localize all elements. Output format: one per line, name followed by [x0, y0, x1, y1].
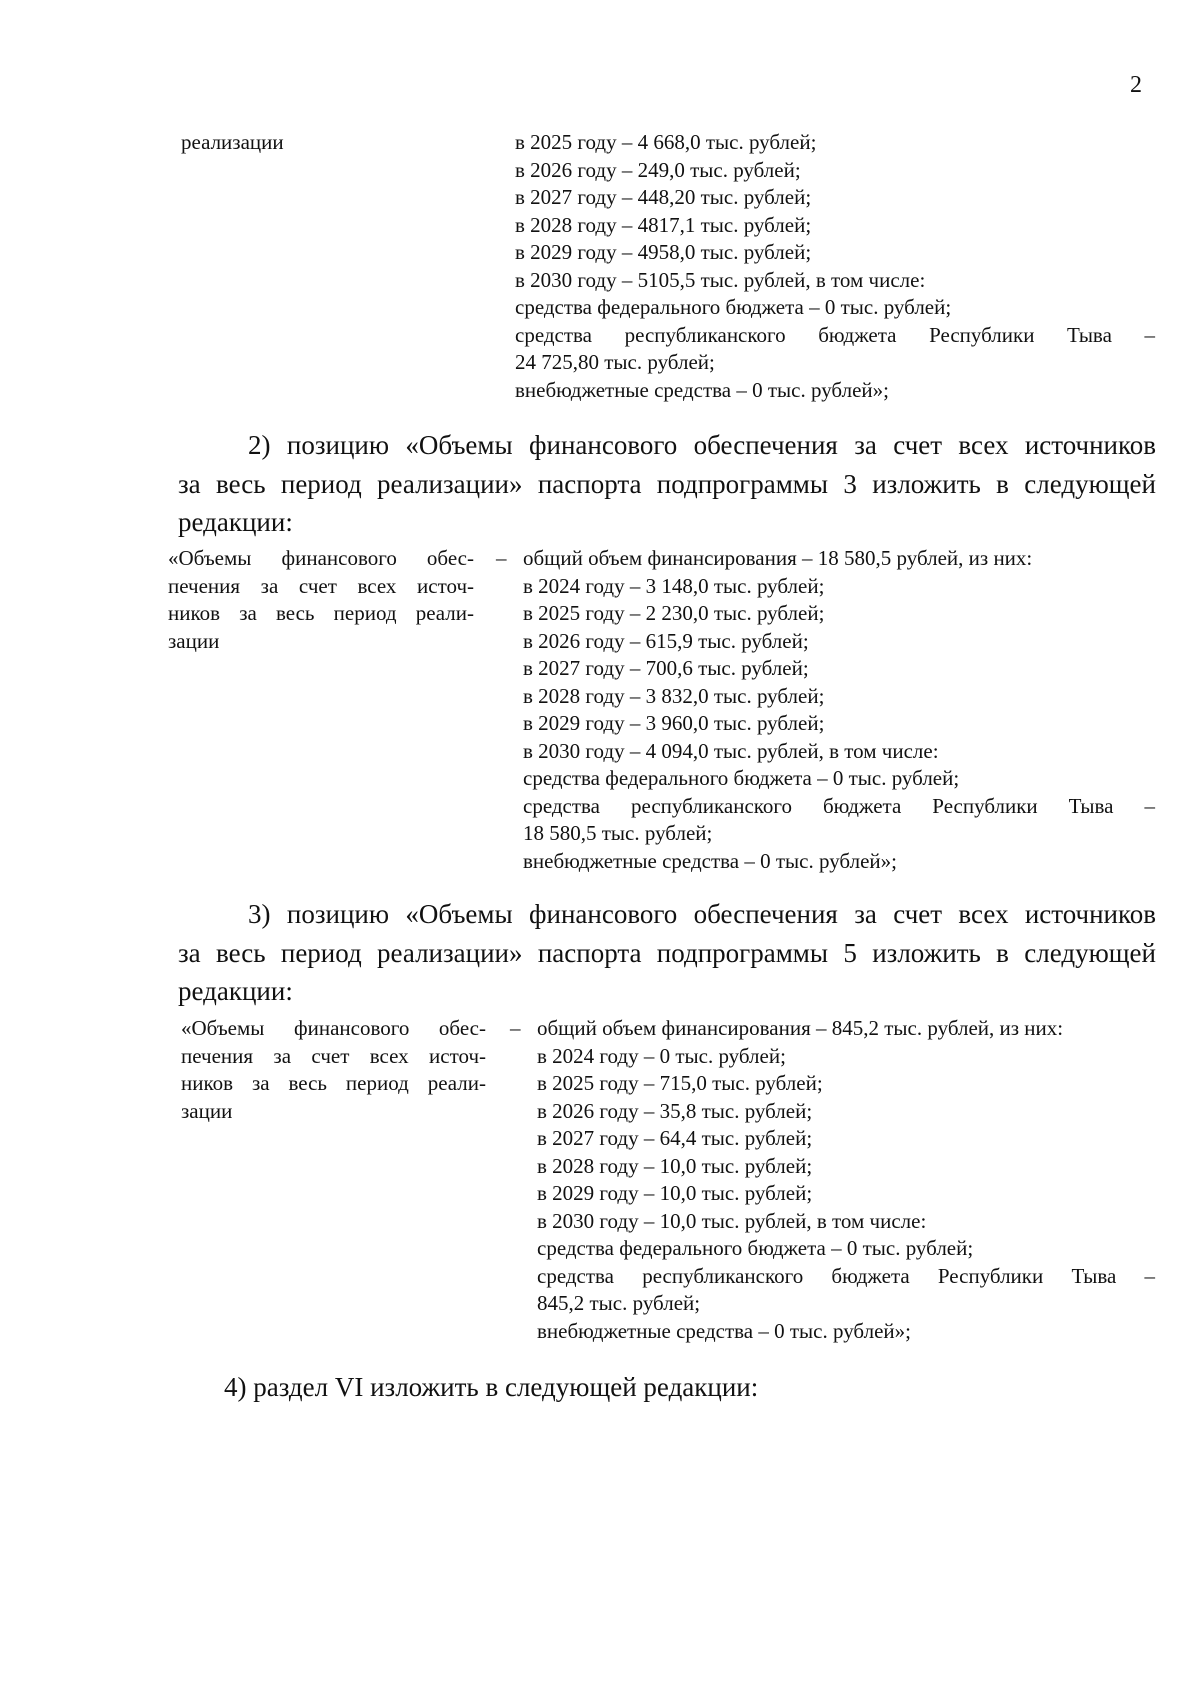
- table5-left-column: [181, 1015, 486, 1125]
- top-table-line: в 2025 году – 4 668,0 тыс. рублей;: [515, 130, 817, 154]
- top-table-right-column: [515, 129, 1155, 404]
- table5-right-line: в 2027 году – 64,4 тыс. рублей;: [537, 1126, 813, 1150]
- table5-right-line: в 2025 году – 715,0 тыс. рублей;: [537, 1071, 823, 1095]
- table5-right-line: в 2029 году – 10,0 тыс. рублей;: [537, 1181, 813, 1205]
- paragraph-3: [178, 895, 1156, 1011]
- paragraph-2-line: редакции:: [178, 507, 293, 537]
- table3-left-line: печения за счет всех источ-: [168, 573, 474, 598]
- table3-right-line: в 2024 году – 3 148,0 тыс. рублей;: [523, 573, 825, 598]
- top-table-line: средства федерального бюджета – 0 тыс. рублей;: [515, 295, 952, 319]
- top-table-line: в 2027 году – 448,20 тыс. рублей;: [515, 185, 812, 209]
- table5-left-line: печения за счет всех источ-: [181, 1043, 486, 1068]
- table3-right-line: внебюджетные средства – 0 тыс. рублей»;: [523, 848, 897, 873]
- table3-right-line: в 2028 году – 3 832,0 тыс. рублей;: [523, 683, 825, 708]
- top-table-line: внебюджетные средства – 0 тыс. рублей»;: [515, 377, 889, 402]
- top-table-line: 24 725,80 тыс. рублей;: [515, 350, 715, 374]
- paragraph-2-line: за весь период реализации» паспорта подпрограммы 3 изложить в следующей: [178, 468, 1156, 499]
- table5-right-line: средства федерального бюджета – 0 тыс. рублей;: [537, 1236, 974, 1260]
- table5-left-line: ников за весь период реали-: [181, 1071, 486, 1095]
- table5-right-column: [537, 1015, 1155, 1345]
- paragraph-2-line: 2) позицию «Объемы финансового обеспечения за счет всех источников: [248, 430, 1156, 460]
- page-number: 2: [1130, 72, 1142, 98]
- paragraph-3-line: редакции:: [178, 976, 293, 1006]
- paragraph-3-line: за весь период реализации» паспорта подпрограммы 5 изложить в следующей: [178, 937, 1156, 968]
- paragraph-4-line: 4) раздел VI изложить в следующей редакции:: [224, 1372, 759, 1402]
- table3-right-first: общий объем финансирования – 18 580,5 рублей, из них:: [523, 546, 1033, 570]
- table3-right-line: в 2026 году – 615,9 тыс. рублей;: [523, 628, 809, 653]
- table3-right-line: в 2027 году – 700,6 тыс. рублей;: [523, 656, 809, 680]
- table5-right-line: в 2028 году – 10,0 тыс. рублей;: [537, 1153, 813, 1178]
- table3-right-line: в 2030 году – 4 094,0 тыс. рублей, в том числе:: [523, 738, 939, 763]
- paragraph-3-line: 3) позицию «Объемы финансового обеспечения за счет всех источников: [248, 899, 1156, 929]
- table5-right-line: в 2026 году – 35,8 тыс. рублей;: [537, 1098, 813, 1123]
- table5-left-line: зации: [181, 1098, 233, 1123]
- table3-right-line: 18 580,5 тыс. рублей;: [523, 821, 713, 845]
- table5-right-line: в 2024 году – 0 тыс. рублей;: [537, 1043, 786, 1068]
- table5-right-line: в 2030 году – 10,0 тыс. рублей, в том числе:: [537, 1208, 927, 1233]
- paragraph-4: [224, 1368, 1124, 1407]
- top-table-line: в 2029 году – 4958,0 тыс. рублей;: [515, 240, 812, 264]
- top-table-line: в 2028 году – 4817,1 тыс. рублей;: [515, 212, 812, 237]
- table5-right-first: общий объем финансирования – 845,2 тыс. рублей, из них:: [537, 1016, 1064, 1040]
- paragraph-2: [178, 426, 1156, 542]
- table3-right-column: [523, 545, 1155, 875]
- table3-right-line: в 2029 году – 3 960,0 тыс. рублей;: [523, 711, 825, 735]
- table5-left-line: «Объемы финансового обес-: [181, 1016, 486, 1040]
- table5-right-line: 845,2 тыс. рублей;: [537, 1291, 701, 1315]
- top-table-left-text: реализации: [181, 130, 284, 154]
- table5-right-line: внебюджетные средства – 0 тыс. рублей»;: [537, 1318, 911, 1343]
- table3-left-column: [168, 545, 474, 655]
- top-table-line: в 2030 году – 5105,5 тыс. рублей, в том числе:: [515, 267, 926, 292]
- top-table-left-label: [181, 129, 481, 157]
- table3-right-line: в 2025 году – 2 230,0 тыс. рублей;: [523, 601, 825, 625]
- table3-right-line: средства федерального бюджета – 0 тыс. рублей;: [523, 766, 960, 790]
- top-table-line: средства республиканского бюджета Республики Тыва –: [515, 322, 1155, 347]
- table3-left-line: «Объемы финансового обес-: [168, 546, 474, 570]
- table5-dash: –: [510, 1016, 521, 1040]
- table3-left-line: зации: [168, 628, 220, 653]
- top-table-line: в 2026 году – 249,0 тыс. рублей;: [515, 157, 801, 182]
- table3-right-line: средства республиканского бюджета Республики Тыва –: [523, 793, 1155, 818]
- table5-right-line: средства республиканского бюджета Республики Тыва –: [537, 1263, 1155, 1288]
- table3-left-line: ников за весь период реали-: [168, 601, 474, 625]
- table3-dash: –: [496, 546, 507, 570]
